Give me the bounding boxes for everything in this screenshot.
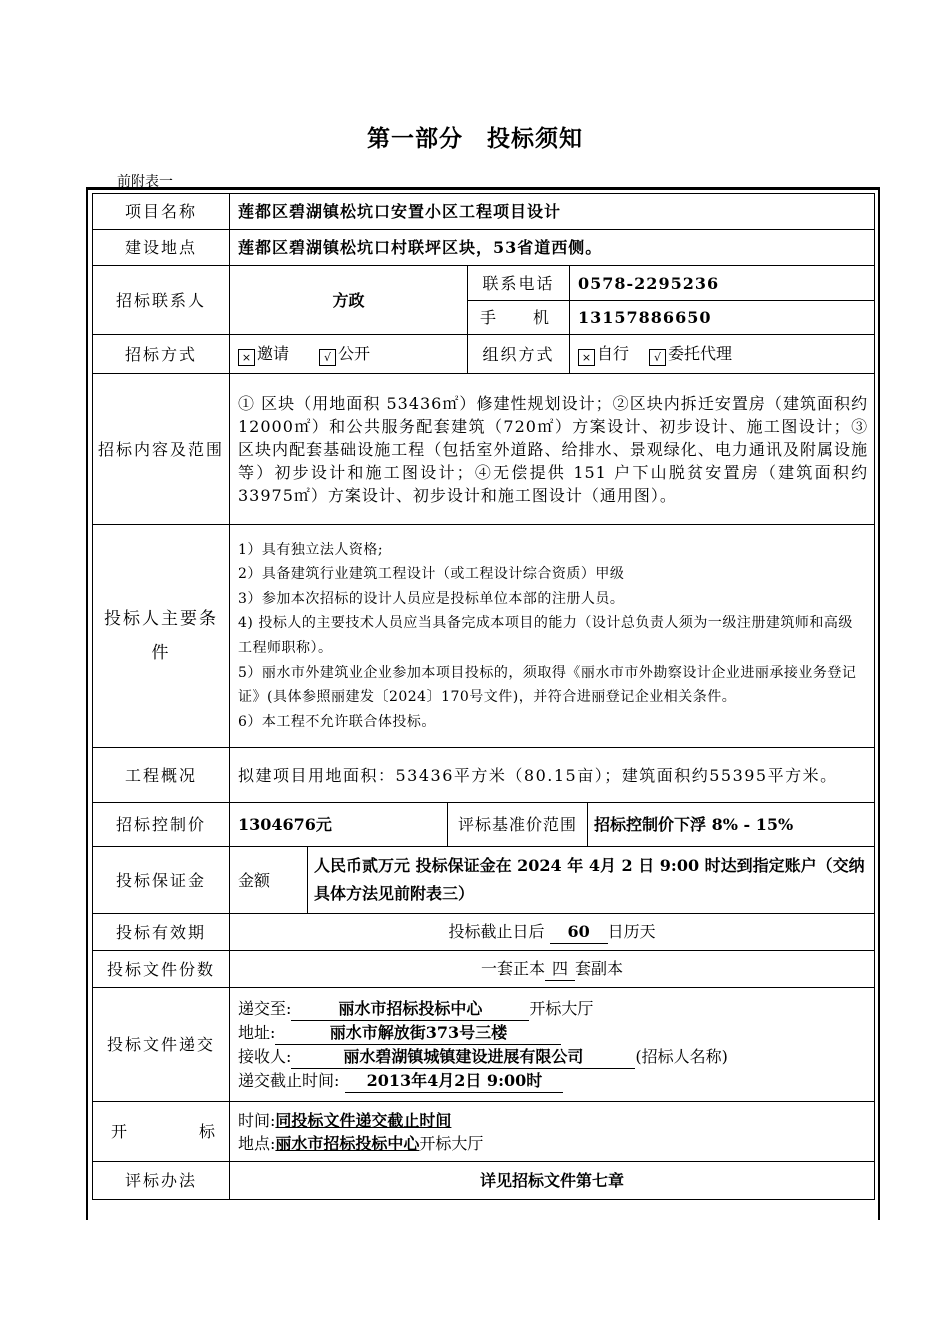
option-agent: 委托代理: [668, 344, 733, 363]
opening-time-label: 时间:: [238, 1110, 276, 1130]
list-item: 4) 投标人的主要技术人员应当具备完成本项目的能力（设计总负责人须为一级注册建筑师和高级工程师职称）。: [238, 615, 853, 656]
receiver-label: 接收人:: [238, 1046, 292, 1066]
copies-label: 投标文件份数: [93, 951, 230, 988]
table-row: [93, 847, 875, 914]
address-label: 地址:: [238, 1022, 276, 1042]
benchmark-range-value: 招标控制价下浮 8% - 15%: [588, 803, 875, 847]
list-item: 5）丽水市外建筑业企业参加本项目投标的，须取得《丽水市市外勘察设计企业进丽承接业务登记证》(具体参照丽建发〔2024〕170号文件)，并符合进丽登记企业相关条件。: [238, 664, 857, 706]
check-checkbox-icon: √: [319, 349, 336, 366]
qualification-label: 投标人主要条件: [93, 525, 230, 748]
table-row: [93, 374, 875, 525]
table-row: [93, 748, 875, 803]
mobile-label-char: 机: [532, 308, 549, 327]
submit-to-suffix: 开标大厅: [529, 998, 594, 1018]
opening-time-value: 同投标文件递交截止时间: [275, 1110, 452, 1130]
bond-label: 投标保证金: [93, 847, 230, 914]
validity-label: 投标有效期: [93, 914, 230, 951]
submission-label: 投标文件递交: [93, 988, 230, 1102]
cross-checkbox-icon: ×: [578, 349, 595, 366]
opening-place-label: 地点:: [238, 1133, 276, 1153]
list-item: 3）参加本次招标的设计人员应是投标单位本部的注册人员。: [238, 590, 625, 607]
validity-days: 60: [550, 920, 608, 944]
address-value: 丽水市解放街373号三楼: [275, 1021, 561, 1045]
submit-to-value: 丽水市招标投标中心: [291, 997, 529, 1021]
option-open: 公开: [338, 344, 371, 363]
org-method-label: 组织方式: [468, 335, 570, 374]
copies-count: 四: [545, 957, 575, 981]
project-name-value: 莲都区碧湖镇松坑口安置小区工程项目设计: [230, 194, 875, 230]
scope-label: 招标内容及范围: [93, 374, 230, 525]
scope-text: ① 区块（用地面积 53436㎡）修建性规划设计；②区块内拆迁安置房（建筑面积约 12000㎡）和公共服务配套建筑（720㎡）方案设计、初步设计、施工图设计；③区块内配套基础设施工程（包括室外道路、给排水、景观绿化、电力通讯及附属设施等）初步设计和施工图设计；④无偿提供 151 户下山脱贫安置房（建筑面积约 33975㎡）方案设计、初步设计和施工图设计（通用图）。: [230, 374, 875, 525]
mobile-value: 13157886650: [570, 301, 875, 335]
copies-suffix: 套副本: [575, 959, 624, 978]
qualification-list: [230, 525, 875, 748]
opening-label-char: 标: [198, 1122, 215, 1141]
method-label: 招标方式: [93, 335, 230, 374]
bond-amount-label: 金额: [230, 847, 308, 914]
validity-value: [230, 914, 875, 951]
table-caption: 前附表一: [117, 174, 173, 190]
validity-suffix: 日历天: [607, 922, 656, 941]
deadline-value: 2013年4月2日 9:00时: [345, 1069, 563, 1093]
location-label: 建设地点: [93, 230, 230, 266]
table-row: [93, 951, 875, 988]
phone-label: 联系电话: [468, 266, 570, 301]
evaluation-label: 评标办法: [93, 1162, 230, 1200]
project-name-label: 项目名称: [93, 194, 230, 230]
option-invite: 邀请: [257, 344, 290, 363]
validity-prefix: 投标截止日后: [448, 922, 545, 941]
table-row: [93, 230, 875, 266]
bond-text: 人民币贰万元 投标保证金在 2024 年 4月 2 日 9:00 时达到指定账户（交纳具体方法见前附表三）: [308, 847, 875, 914]
check-checkbox-icon: √: [649, 349, 666, 366]
table-row: [93, 1102, 875, 1162]
receiver-value: 丽水碧湖镇城镇建设进展有限公司: [291, 1045, 635, 1069]
table-row: [93, 803, 875, 847]
opening-place-suffix: 开标大厅: [419, 1133, 484, 1153]
copies-value: [230, 951, 875, 988]
option-self: 自行: [597, 344, 630, 363]
page-title: 第一部分 投标须知: [367, 125, 583, 152]
org-method-options: [570, 335, 875, 374]
contact-label: 招标联系人: [93, 266, 230, 335]
copies-prefix: 一套正本: [481, 959, 546, 978]
overview-text: 拟建项目用地面积：53436平方米（80.15亩）；建筑面积约55395平方米。: [230, 748, 875, 803]
list-item: 6）本工程不允许联合体投标。: [238, 713, 436, 730]
opening-details: [230, 1102, 875, 1162]
table-row: [93, 194, 875, 230]
contact-name: 方政: [230, 266, 468, 335]
bid-instructions-table: [92, 193, 875, 1200]
deadline-label: 递交截止时间:: [238, 1070, 340, 1090]
cross-checkbox-icon: ×: [238, 349, 255, 366]
receiver-suffix: (招标人名称): [635, 1046, 728, 1066]
control-price-label: 招标控制价: [93, 803, 230, 847]
table-row: [93, 525, 875, 748]
evaluation-value: 详见招标文件第七章: [230, 1162, 875, 1200]
mobile-label: [468, 301, 570, 335]
mobile-label-char: 手: [480, 308, 497, 327]
overview-label: 工程概况: [93, 748, 230, 803]
opening-label: [93, 1102, 230, 1162]
location-value: 莲都区碧湖镇松坑口村联坪区块，53省道西侧。: [230, 230, 875, 266]
table-row: [93, 266, 875, 301]
opening-label-char: 开: [111, 1122, 128, 1141]
control-price-value: 1304676元: [230, 803, 448, 847]
table-row: [93, 988, 875, 1102]
phone-value: 0578-2295236: [570, 266, 875, 301]
benchmark-range-label: 评标基准价范围: [448, 803, 588, 847]
list-item: 2）具备建筑行业建筑工程设计（或工程设计综合资质）甲级: [238, 566, 625, 583]
opening-place-value: 丽水市招标投标中心: [275, 1133, 420, 1153]
table-row: [93, 335, 875, 374]
submit-to-label: 递交至:: [238, 998, 292, 1018]
table-row: [93, 914, 875, 951]
submission-details: [230, 988, 875, 1102]
table-row: [93, 1162, 875, 1200]
list-item: 1）具有独立法人资格;: [238, 541, 384, 558]
method-options: [230, 335, 468, 374]
